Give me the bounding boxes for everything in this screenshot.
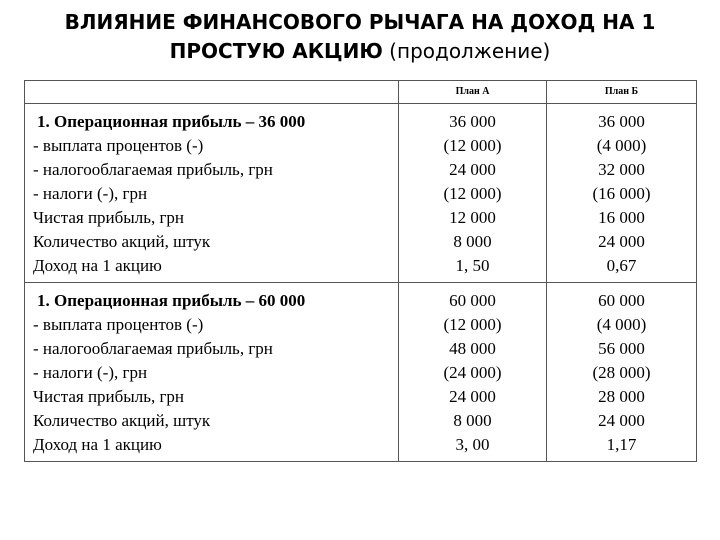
plan-a-values xyxy=(399,104,547,283)
row-label: - выплата процентов (-) xyxy=(33,315,204,334)
value-cell: 1,17 xyxy=(606,435,637,454)
value-cell: 24 000 xyxy=(598,232,645,251)
title-line-2 xyxy=(0,37,720,66)
value-cell: 28 000 xyxy=(598,387,645,406)
value-cell: (4 000) xyxy=(596,315,647,334)
row-label: - налогооблагаемая прибыль, грн xyxy=(33,339,273,358)
value-cell: (12 000) xyxy=(443,136,502,155)
row-label: Доход на 1 акцию xyxy=(33,435,162,454)
value-cell: 32 000 xyxy=(598,160,645,179)
value-cell: 48 000 xyxy=(449,339,496,358)
value-cell: (12 000) xyxy=(443,184,502,203)
value-cell: 12 000 xyxy=(449,208,496,227)
plan-a-values xyxy=(399,283,547,462)
row-label: - налогооблагаемая прибыль, грн xyxy=(33,160,273,179)
value-cell: 36 000 xyxy=(449,112,496,131)
row-label: - налоги (-), грн xyxy=(33,184,148,203)
header-plan-b: План Б xyxy=(547,81,697,104)
value-cell: 8 000 xyxy=(453,411,492,430)
header-empty xyxy=(25,81,399,104)
value-cell: (28 000) xyxy=(592,363,651,382)
section-labels xyxy=(25,283,399,462)
section-labels xyxy=(25,104,399,283)
value-cell: 0,67 xyxy=(606,256,637,275)
value-cell: (16 000) xyxy=(592,184,651,203)
value-cell: 24 000 xyxy=(449,387,496,406)
row-label: - налоги (-), грн xyxy=(33,363,148,382)
value-cell: (12 000) xyxy=(443,315,502,334)
value-cell: 3, 00 xyxy=(455,435,490,454)
leverage-table xyxy=(24,80,697,462)
section-heading: 1. Операционная прибыль – 36 000 xyxy=(37,112,306,131)
value-cell: 56 000 xyxy=(598,339,645,358)
title-line-2-light: (продолжение) xyxy=(382,39,551,63)
value-cell: (4 000) xyxy=(596,136,647,155)
plan-b-values xyxy=(547,104,697,283)
section-heading: 1. Операционная прибыль – 60 000 xyxy=(37,291,306,310)
row-label: Количество акций, штук xyxy=(33,411,211,430)
value-cell: 60 000 xyxy=(449,291,496,310)
row-label: - выплата процентов (-) xyxy=(33,136,204,155)
title-line-1: ВЛИЯНИЕ ФИНАНСОВОГО РЫЧАГА НА ДОХОД НА 1 xyxy=(64,10,656,34)
title-line-2-bold: ПРОСТУЮ АКЦИЮ xyxy=(169,39,383,63)
plan-b-values xyxy=(547,283,697,462)
value-cell: 16 000 xyxy=(598,208,645,227)
row-label: Количество акций, штук xyxy=(33,232,211,251)
value-cell: (24 000) xyxy=(443,363,502,382)
value-cell: 24 000 xyxy=(598,411,645,430)
value-cell: 24 000 xyxy=(449,160,496,179)
row-label: Чистая прибыль, грн xyxy=(33,387,185,406)
section-row-36000 xyxy=(25,104,697,283)
row-label: Доход на 1 акцию xyxy=(33,256,162,275)
slide-title xyxy=(0,8,720,66)
row-label: Чистая прибыль, грн xyxy=(33,208,185,227)
section-row-60000 xyxy=(25,283,697,462)
value-cell: 36 000 xyxy=(598,112,645,131)
value-cell: 60 000 xyxy=(598,291,645,310)
header-row xyxy=(25,81,697,104)
header-plan-a: План А xyxy=(399,81,547,104)
value-cell: 8 000 xyxy=(453,232,492,251)
value-cell: 1, 50 xyxy=(455,256,490,275)
